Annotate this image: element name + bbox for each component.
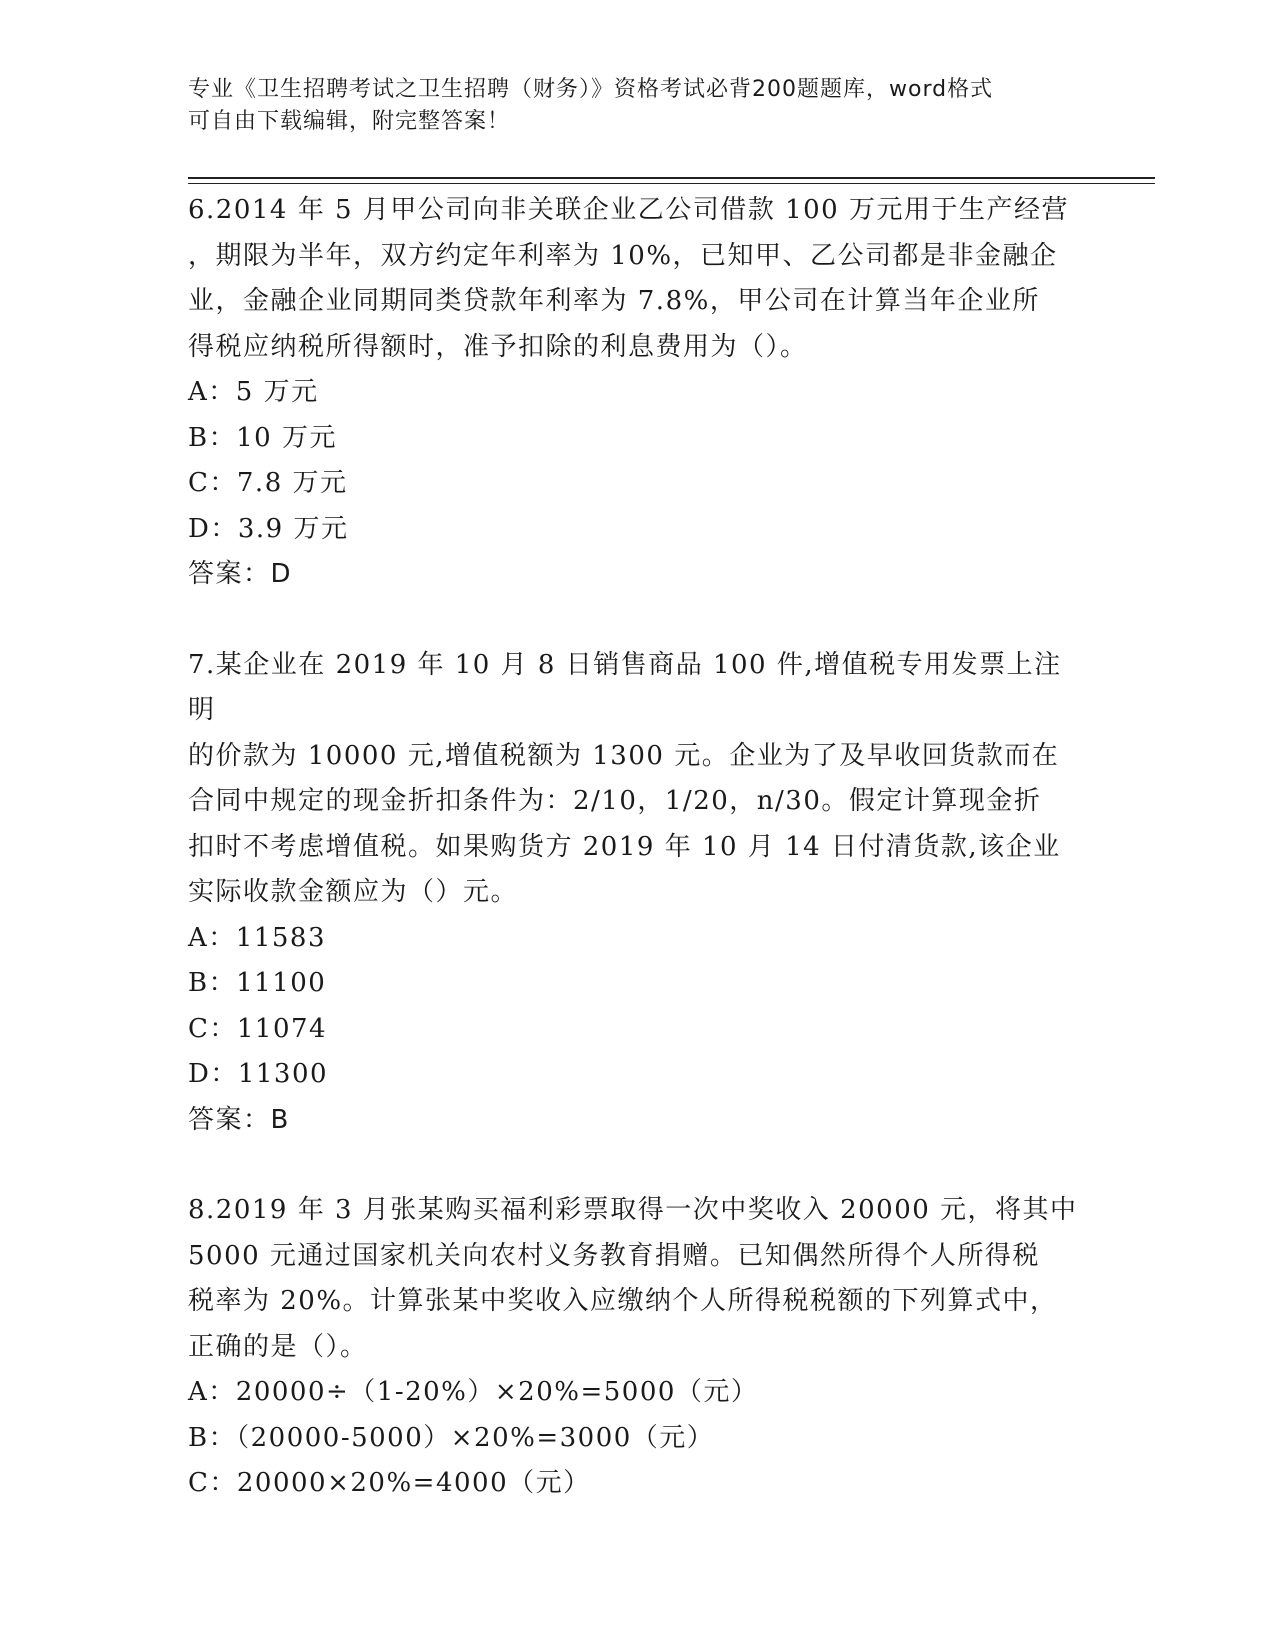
question-stem (188, 1188, 1088, 1370)
stem-line: 实际收款金额应为（）元。 (188, 877, 519, 907)
option-c: C：7.8 万元 (188, 468, 348, 498)
stem-line: 7.某企业在 2019 年 10 月 8 日销售商品 100 件,增值税专用发票上注明 (188, 649, 1062, 725)
answer-label: 答案：B (188, 1104, 290, 1135)
stem-line: 得税应纳税所得额时，准予扣除的利息费用为（）。 (188, 331, 808, 362)
answer-label: 答案：D (188, 559, 293, 589)
question-8 (188, 1188, 1088, 1507)
stem-line: 8.2019 年 3 月张某购买福利彩票取得一次中奖收入 20000 元，将其中 (188, 1195, 1078, 1225)
stem-line: 5000 元通过国家机关向农村义务教育捐赠。已知偶然所得个人所得税 (188, 1240, 1040, 1271)
document-header (188, 74, 1068, 138)
stem-line: 的价款为 10000 元,增值税额为 1300 元。企业为了及早收回货款而在 (188, 740, 1060, 771)
header-line-1: 专业《卫生招聘考试之卫生招聘（财务）》资格考试必背200题题库，word格式 (188, 77, 994, 102)
question-list (188, 188, 1088, 1507)
option-b: B：10 万元 (188, 422, 337, 453)
question-stem (188, 188, 1088, 370)
question-6 (188, 188, 1088, 598)
option-c: C：20000×20%=4000（元） (188, 1468, 591, 1498)
header-rule-thin (188, 183, 1155, 184)
stem-line: 正确的是（）。 (188, 1331, 368, 1362)
stem-line: 扣时不考虑增值税。如果购货方 2019 年 10 月 14 日付清货款,该企业 (188, 831, 1061, 862)
option-a: A：20000÷（1-20%）×20%=5000（元） (188, 1377, 759, 1407)
question-7 (188, 643, 1088, 1144)
option-a: A：11583 (188, 922, 326, 953)
option-b: B：11100 (188, 968, 327, 998)
stem-line: ，期限为半年，双方约定年利率为 10%，已知甲、乙公司都是非金融企 (188, 240, 1058, 271)
stem-line: 业，金融企业同期同类贷款年利率为 7.8%，甲公司在计算当年企业所 (188, 286, 1040, 316)
stem-line: 合同中规定的现金折扣条件为：2/10，1/20，n/30。假定计算现金折 (188, 786, 1042, 816)
header-line-2: 可自由下载编辑，附完整答案！ (188, 109, 511, 134)
stem-line: 税率为 20%。计算张某中奖收入应缴纳个人所得税税额的下列算式中， (188, 1286, 1058, 1316)
option-d: D：11300 (188, 1059, 329, 1089)
option-d: D：3.9 万元 (188, 513, 349, 544)
option-a: A：5 万元 (188, 377, 319, 407)
option-b: B：（20000-5000）×20%=3000（元） (188, 1422, 715, 1453)
question-stem (188, 643, 1088, 916)
option-c: C：11074 (188, 1013, 328, 1044)
stem-line: 6.2014 年 5 月甲公司向非关联企业乙公司借款 100 万元用于生产经营 (188, 195, 1069, 225)
header-rule-thick (188, 177, 1155, 179)
